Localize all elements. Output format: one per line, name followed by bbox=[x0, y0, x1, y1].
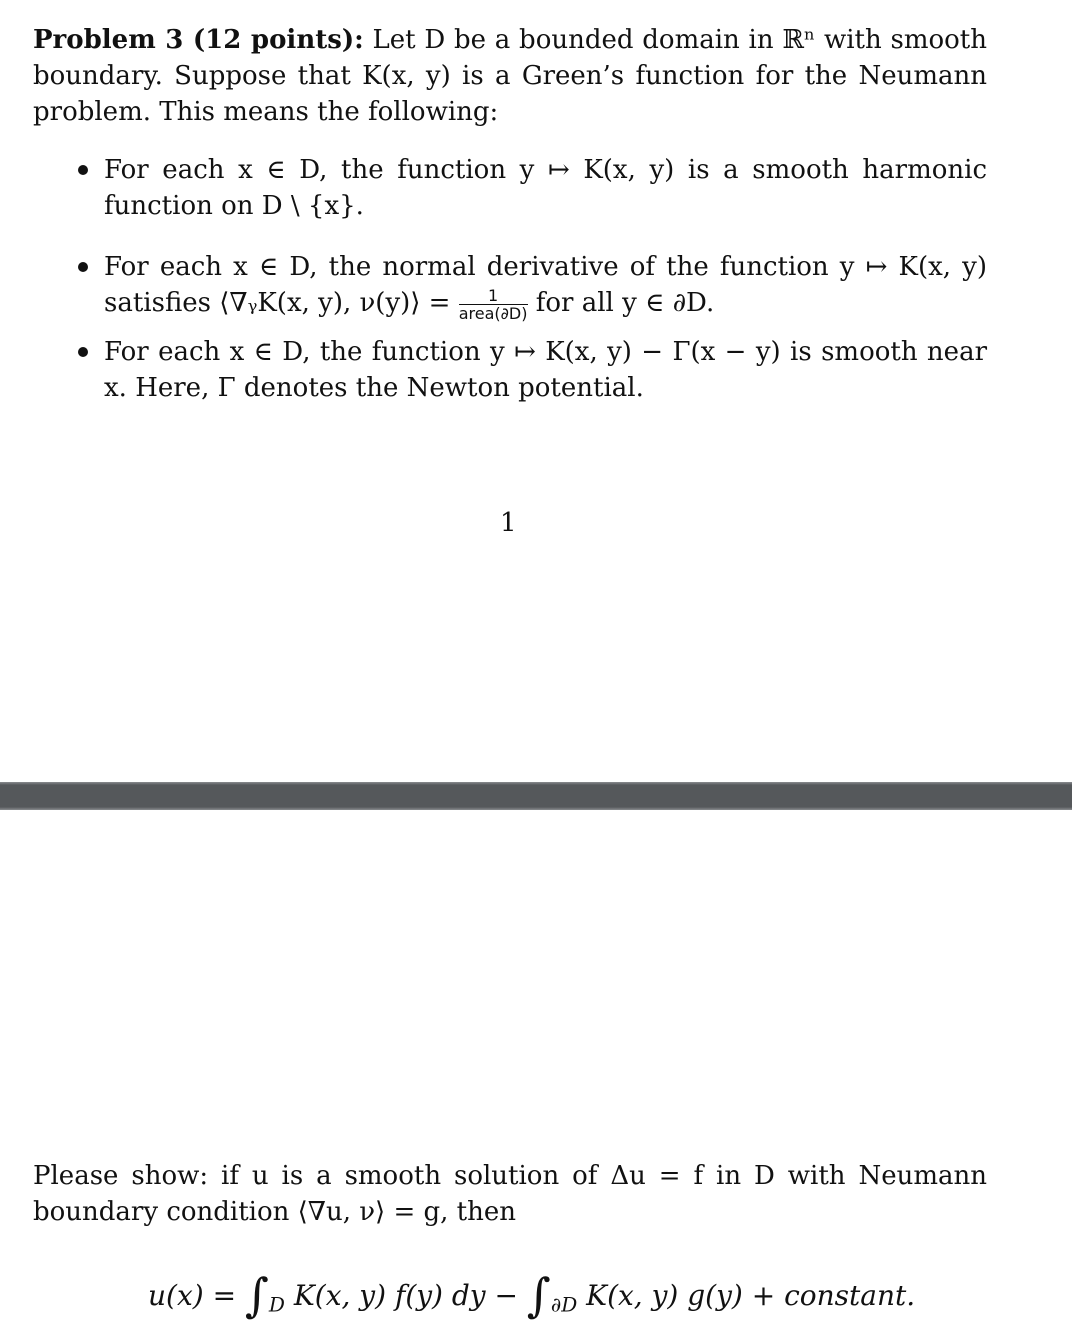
fraction-numerator: 1 bbox=[459, 287, 528, 305]
condition-text-after: for all y ∈ ∂D. bbox=[535, 288, 715, 318]
integral-boundary: ∂D bbox=[550, 1292, 578, 1317]
bullet-icon bbox=[78, 165, 88, 175]
condition-text: For each x ∈ D, the normal derivative of the function y ↦ K(x, y) satisfies ⟨∇ᵧK(x, y), ν(y)⟩ = bbox=[104, 252, 987, 318]
page-number: 1 bbox=[500, 508, 517, 538]
problem-intro bbox=[33, 22, 987, 130]
fraction-denominator: area(∂D) bbox=[458, 303, 528, 323]
condition-text: For each x ∈ D, the function y ↦ K(x, y) − Γ(x − y) is smooth near x. Here, Γ denotes the Newton potential. bbox=[104, 336, 987, 403]
integral-domain: D bbox=[268, 1292, 285, 1317]
formula-term-1: K(x, y) f(y) dy − bbox=[293, 1279, 518, 1312]
condition-item bbox=[74, 152, 987, 224]
integral-sign-icon: ∫ bbox=[526, 1268, 551, 1322]
condition-list bbox=[74, 152, 987, 431]
page-separator bbox=[0, 782, 1072, 810]
condition-text: For each x ∈ D, the function y ↦ K(x, y) is a smooth harmonic function on D \ {x}. bbox=[104, 155, 987, 221]
bullet-icon bbox=[78, 347, 88, 357]
condition-item bbox=[74, 334, 987, 406]
representation-formula bbox=[148, 1262, 916, 1322]
bullet-icon bbox=[78, 262, 88, 272]
integral-sign-icon: ∫ bbox=[244, 1268, 269, 1322]
page-bottom bbox=[0, 810, 1072, 1340]
area-fraction bbox=[459, 287, 528, 322]
formula-lhs: u(x) = bbox=[148, 1279, 237, 1312]
condition-item bbox=[74, 249, 987, 322]
problem-heading: Problem 3 (12 points): bbox=[33, 25, 364, 55]
task-text: Please show: if u is a smooth solution of Δu = f in D with Neumann boundary condition ⟨∇u, ν⟩ = g, then bbox=[33, 1161, 987, 1227]
problem-intro-text: Let D be a bounded domain in ℝⁿ with smooth boundary. Suppose that K(x, y) is a Green’s function for the Neumann problem. This means the following: bbox=[33, 25, 987, 127]
task-statement bbox=[33, 1158, 987, 1230]
formula-term-2: K(x, y) g(y) + constant. bbox=[586, 1279, 916, 1312]
